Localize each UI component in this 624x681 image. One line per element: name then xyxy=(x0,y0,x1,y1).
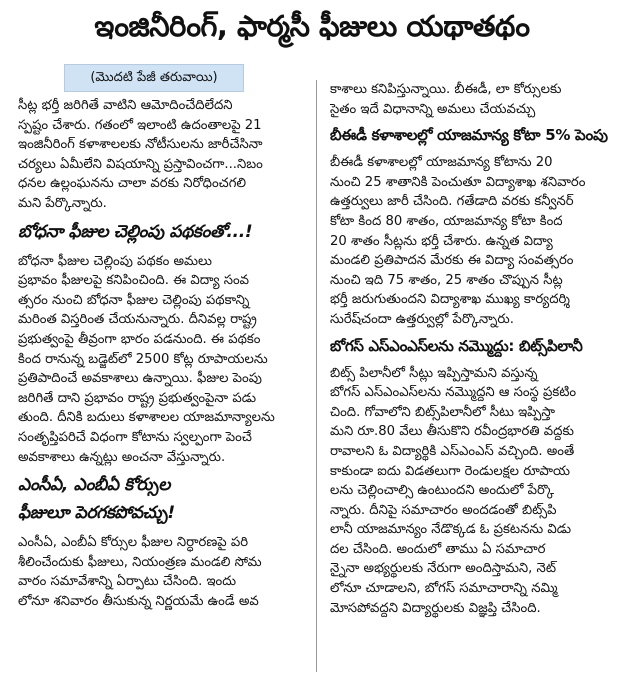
subheading-bogus-sms: బోగస్ ఎస్ఎంఎస్‌లను నమ్మొద్దు: బిట్స్‌పిలానీ xyxy=(330,336,583,355)
right-column xyxy=(330,80,616,622)
subheading-bed-quota: బీఈడీ కళాశాలల్లో యాజమాన్య కోటా 5% పెంపు xyxy=(330,126,608,145)
right-paragraph-1: కాశాలు కనిపిస్తున్నాయి. బీఈడీ, లా కోర్సులకు సైతం ఇదే విధానాన్ని అమలు చేయవచ్చు xyxy=(330,82,562,117)
left-paragraph-3: ఎంసీఏ, ఎంబీఏ కోర్సుల ఫీజుల నిర్ధారణపై పరి శీలించేందుకు ఫీజులు, నియంత్రణ మండలి సోమ వారం సమావేశాన్ని ఏర్పాటు చేసింది. ఇందు లోనూ శనివారం తీసుకున్న నిర్ణయమే ఉండే అవ xyxy=(18,535,262,609)
left-paragraph-1: సీట్ల భర్తీ జరిగితే వాటిని ఆమోదించేదిలేదని స్పష్టం చేశారు. గతంలో ఇలాంటి ఉదంతాలపై 21 ఇంజినీరింగ్ కళాశాలలకు నోటీసులను జారీచేసినా చర్యలు ఏమీలేని విషయాన్ని ప్రస్తావించగా...నిబం ధనల ఉల్లంఘనను చాలా వరకు నిరోధించగలి మని పేర్కొన్నారు. xyxy=(18,98,263,211)
left-paragraph-2: బోధనా ఫీజుల చెల్లింపు పథకం అమలు ప్రభావం ఫీజులపై కనిపించింది. ఈ విద్యా సంవ త్సరం నుంచి బోధనా ఫీజుల చెల్లింపు పథకాన్ని మరింత విస్తరింత చేయనున్నారు. దీనివల్ల రాష్ట్ర ప్రభుత్వంపై తీవ్రంగా భారం పడనుంది. ఈ పథకం కింద రానున్న బడ్జెట్‌లో 2500 కోట్ల రూపాయలను ప్రతిపాదించే అవకాశాలు ఉన్నాయి. ఫీజుల పెంపు జరిగితే దాని ప్రభావం రాష్ట్ర ప్రభుత్వంపైనా పడు తుంది. దీనికి బదులు కళాశాలల యాజమాన్యాలను సంతృప్తిపరిచే విధంగా కోటాను స్వల్పంగా పెంచే అవకాశాలు ఉన్నట్లు అంచనా వేస్తున్నారు. xyxy=(18,253,275,465)
right-paragraph-3: బిట్స్ పిలానీలో సీట్లు ఇప్పిస్తామని వస్తున్న బోగస్ ఎస్ఎంఎస్‌లను నమ్మొద్దని ఆ సంస్థ ప్రకటిం చింది. గోవాలోని బిట్స్‌పిలానీలో సీటు ఇప్పిస్తా మని రూ.80 వేలు తీసుకొని రవీంద్రభారతి వద్దకు రావాలని ఓ విద్యార్థికి ఎస్ఎంఎస్ వచ్చింది. అంతే కాకుండా ఐదు విడతలుగా రెండులక్షల రూపాయ లను చెల్లించాల్సి ఉంటుందని అందులో పేర్కొ న్నారు. దీనిపై సమాచారం అందడంతో బిట్స్‌పి లానీ యాజమాన్యం నేడొక్కడ ఓ ప్రకటనను విడు దల చేసింది. అందులో తాము ఏ సమాచార న్నైనా అభ్యర్థులకు నేరుగా అందిస్తామని, నెట్ లోనూ చూడాలని, బోగస్ సమాచారాన్ని నమ్మి మోసపోవద్దని విద్యార్థులకు విజ్ఞప్తి చేసింది. xyxy=(330,365,577,616)
subheading-fee-reimbursement: బోధనా ఫీజుల చెల్లింపు పథకంతో...! xyxy=(18,221,253,242)
continuation-tag: (మొదటి పేజీ తరువాయి) xyxy=(64,64,244,92)
column-divider xyxy=(316,80,317,672)
right-paragraph-2: బీఈడీ కళాశాలల్లో యాజమాన్య కోటాను 20 నుంచి 25 శాతానికి పెంచుతూ విద్యాశాఖ శనివారం ఉత్తర్వులు జారీ చేసింది. గతేడాది వరకు కన్వీనర్ కోటా కింద 80 శాతం, యాజమాన్య కోటా కింద 20 శాతం సీట్లను భర్తీ చేశారు. ఉన్నత విద్యా మండలి ప్రతిపాదన మేరకు ఈ విద్యా సంవత్సరం నుంచి ఇది 75 శాతం, 25 శాతం చొప్పున సీట్ల భర్తీ జరుగుతుందని విద్యాశాఖ ముఖ్య కార్యదర్శి సురేష్‌చందా ఉత్తర్వుల్లో పేర్కొన్నారు. xyxy=(330,155,586,327)
headline: ఇంజినీరింగ్, ఫార్మసీ ఫీజులు యథాతథం xyxy=(94,9,530,43)
subheading-mca-mba: ఎంసీఏ, ఎంబీఏ కోర్సుల ఫీజులూ పెరగకపోవచ్చు! xyxy=(18,475,175,524)
left-column xyxy=(18,96,318,615)
